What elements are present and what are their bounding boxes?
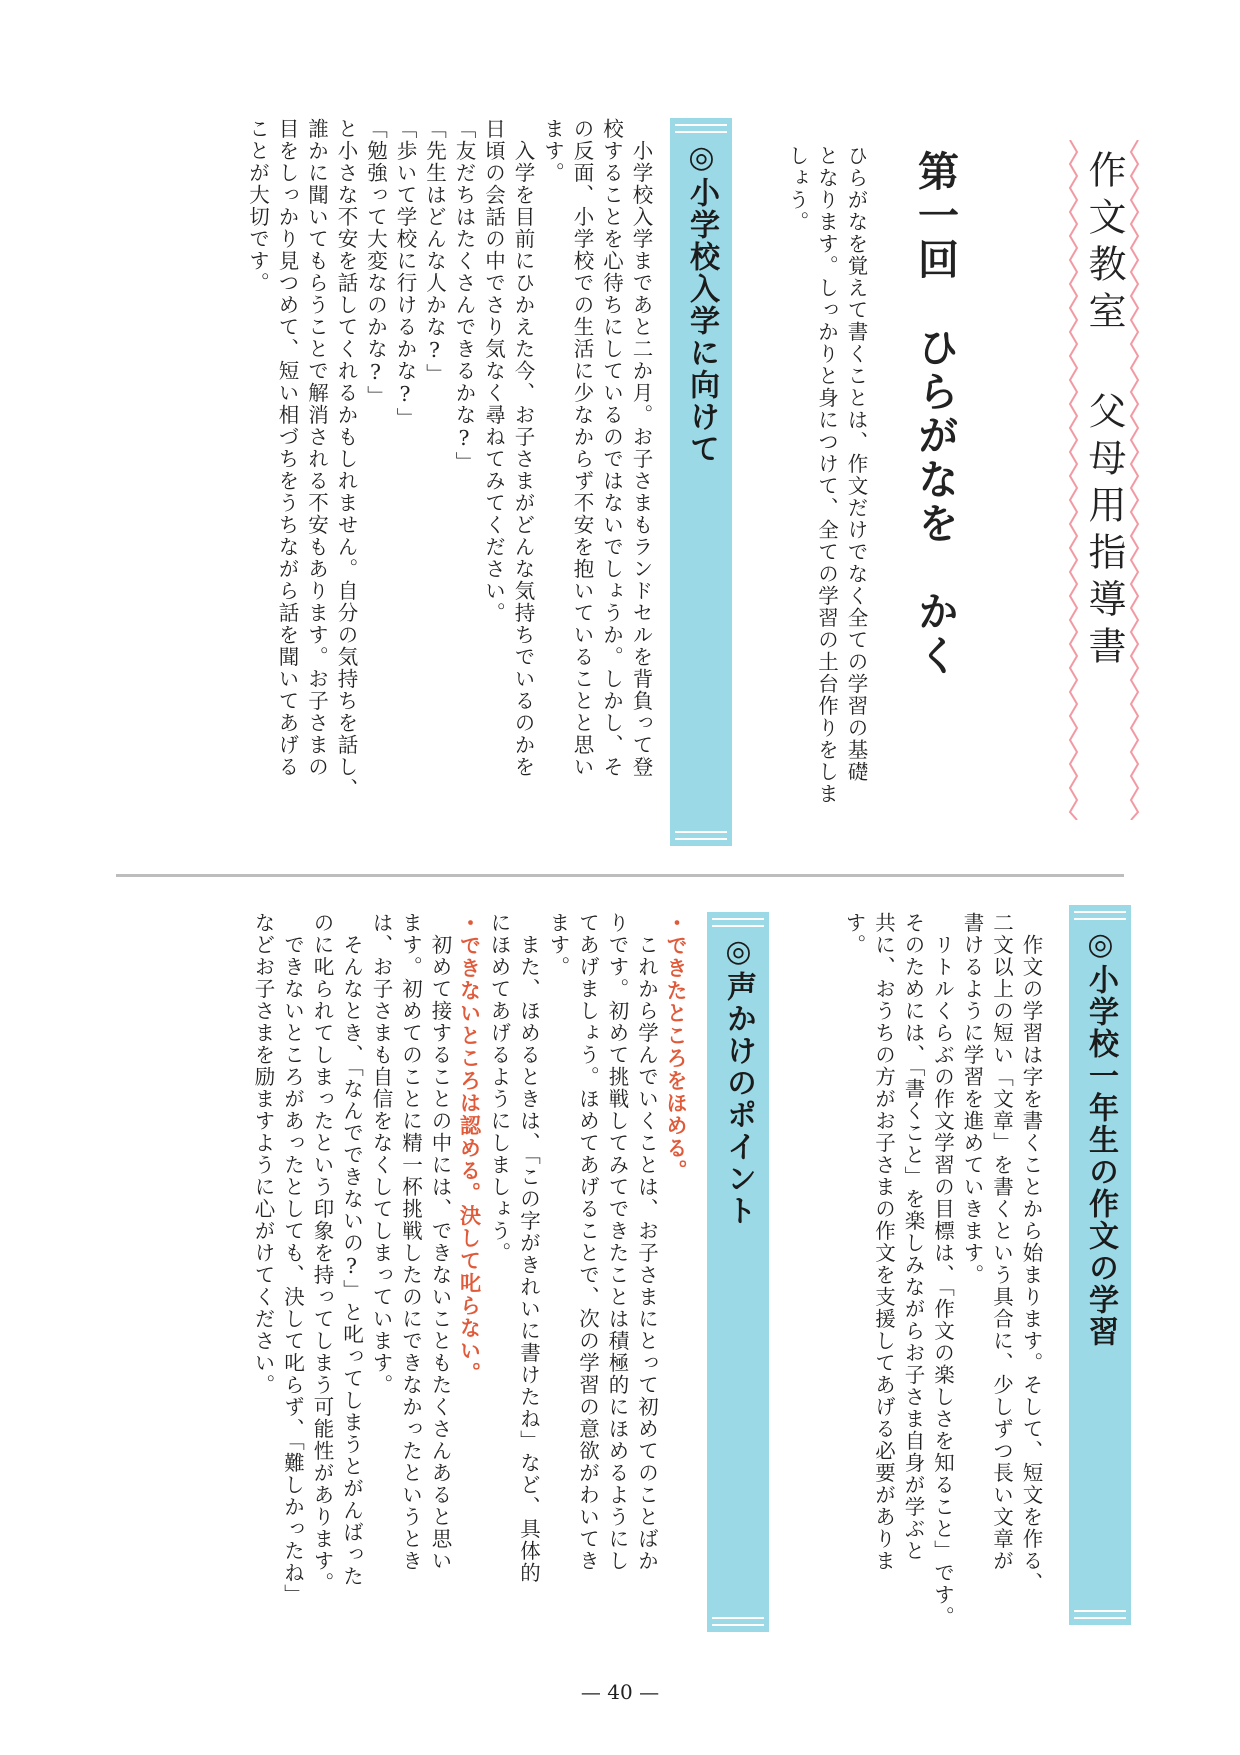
paragraph-line: リトルくらぶの作文学習の目標は、「作文の楽しさを知ること」です。 (930, 912, 955, 1628)
banner-cap-top (675, 124, 727, 133)
paragraph-line: 小学校入学まであと二か月。お子さまもランドセルを背負って登 (629, 118, 653, 778)
paragraph-line: 入学を目前にひかえた今、お子さまがどんな気持ちでいるのかを (511, 118, 535, 778)
section-heading-voice: ◎声かけのポイント (721, 934, 756, 1227)
horizontal-divider (116, 874, 1124, 877)
paragraph-line: 校することを心待ちにしているのではないでしょうか。しかし、そ (599, 118, 624, 778)
banner-cap-bottom (675, 831, 727, 840)
title-box (1064, 140, 1144, 820)
paragraph-line: す。 (842, 912, 866, 956)
paragraph-line: りです。初めて挑戦してみてできたことは積極的にほめるようにし (605, 912, 629, 1572)
document-title: 作文教室 父母用指導書 (1082, 150, 1126, 673)
paragraph-line: 共に、おうちの方がお子さまの作文を支援してあげる必要がありま (871, 912, 896, 1572)
paragraph-line: また、ほめるときは、「この字がきれいに書けたね」など、具体的 (516, 912, 541, 1584)
paragraph-line: てあげましょう。ほめてあげることで、次の学習の意欲がわいてき (575, 912, 600, 1572)
section-heading-banner (1069, 905, 1131, 1625)
paragraph-line: 日頃の会話の中でさり気なく尋ねてみてください。 (481, 118, 506, 624)
banner-cap-top (712, 918, 764, 927)
section-grade1-body (795, 912, 1045, 1628)
paragraph-line: などお子さまを励ますように心がけてください。 (251, 912, 275, 1396)
section-heading-entrance: ◎小学校入学に向けて (684, 140, 719, 465)
section-heading-banner (707, 912, 769, 1632)
paragraph-line: ます。 (546, 912, 570, 978)
intro-line: しょう。 (785, 145, 809, 233)
paragraph-line: のに叱られてしまったという印象を持ってしまう可能性があります。 (310, 912, 334, 1594)
paragraph-line: ことが大切です。 (245, 118, 270, 294)
zigzag-line (1131, 140, 1138, 820)
quote-line: 「友だちはたくさんできるかな?」 (452, 118, 476, 474)
paragraph-line: 目をしっかり見つめて、短い相づちをうちながら話を聞いてあげる (275, 118, 299, 778)
lesson-heading: 第一回 ひらがなを かく (911, 150, 959, 678)
paragraph-line: できないところがあったとしても、決して叱らず、「難しかったね」 (280, 912, 305, 1606)
paragraph-line: 誰かに聞いてもらうことで解消される不安もあります。お子さまの (304, 118, 329, 778)
subheading-praise: ・できたところをほめる。 (664, 912, 688, 1182)
intro-line: となります。しっかりと身につけて、全ての学習の土台作りをしま (814, 145, 839, 805)
section-entrance-body (190, 118, 655, 858)
paragraph-line: の反面、小学校での生活に少なからず不安を抱いていることと思い (570, 118, 594, 778)
quote-line: 「勉強って大変なのかな?」 (363, 118, 388, 408)
banner-cap-top (1074, 911, 1126, 920)
quote-line: 「先生はどんな人かな?」 (422, 118, 447, 386)
zigzag-line (1070, 140, 1077, 820)
subheading-no-scolding: ・できないところは認める。決して叱らない。 (457, 912, 482, 1385)
section-voice-body (120, 912, 690, 1632)
banner-cap-bottom (1074, 1610, 1126, 1619)
banner-cap-bottom (712, 1617, 764, 1626)
intro-paragraph (770, 145, 870, 845)
quote-line: 「歩いて学校に行けるかな?」 (393, 118, 417, 430)
paragraph-line: ます。初めてのことに精一杯挑戦したのにできなかったというとき (398, 912, 423, 1572)
section-heading-banner (670, 118, 732, 846)
intro-line: ひらがなを覚えて書くことは、作文だけでなく全ての学習の基礎 (844, 145, 868, 783)
paragraph-line: 初めて接することの中には、できないこともたくさんあると思い (428, 912, 452, 1572)
paragraph-line: 二文以上の短い「文章」を書くという具合に、少しずつ長い文章が (989, 912, 1014, 1572)
paragraph-line: と小さな不安を話してくれるかもしれません。自分の気持ちを話し、 (334, 118, 358, 800)
paragraph-line: これから学んでいくことは、お子さまにとって初めてのことばか (634, 912, 659, 1572)
paragraph-line: そんなとき、「なんでできないの?」と叱ってしまうとがんばった (339, 912, 364, 1588)
paragraph-line: 書けるように学習を進めていきます。 (960, 912, 984, 1286)
paragraph-line: 作文の学習は字を書くことから始まります。そして、短文を作る、 (1019, 912, 1043, 1594)
page-number: — 40 — (580, 1680, 660, 1704)
paragraph-line: は、お子さまも自信をなくしてしまっています。 (369, 912, 393, 1396)
section-heading-grade1: ◎小学校一年生の作文の学習 (1083, 927, 1118, 1348)
paragraph-line: にほめてあげるようにしましょう。 (487, 912, 511, 1264)
paragraph-line: そのためには、「書くこと」を楽しみながらお子さま自身が学ぶと (901, 912, 925, 1562)
paragraph-line: ます。 (540, 118, 565, 184)
